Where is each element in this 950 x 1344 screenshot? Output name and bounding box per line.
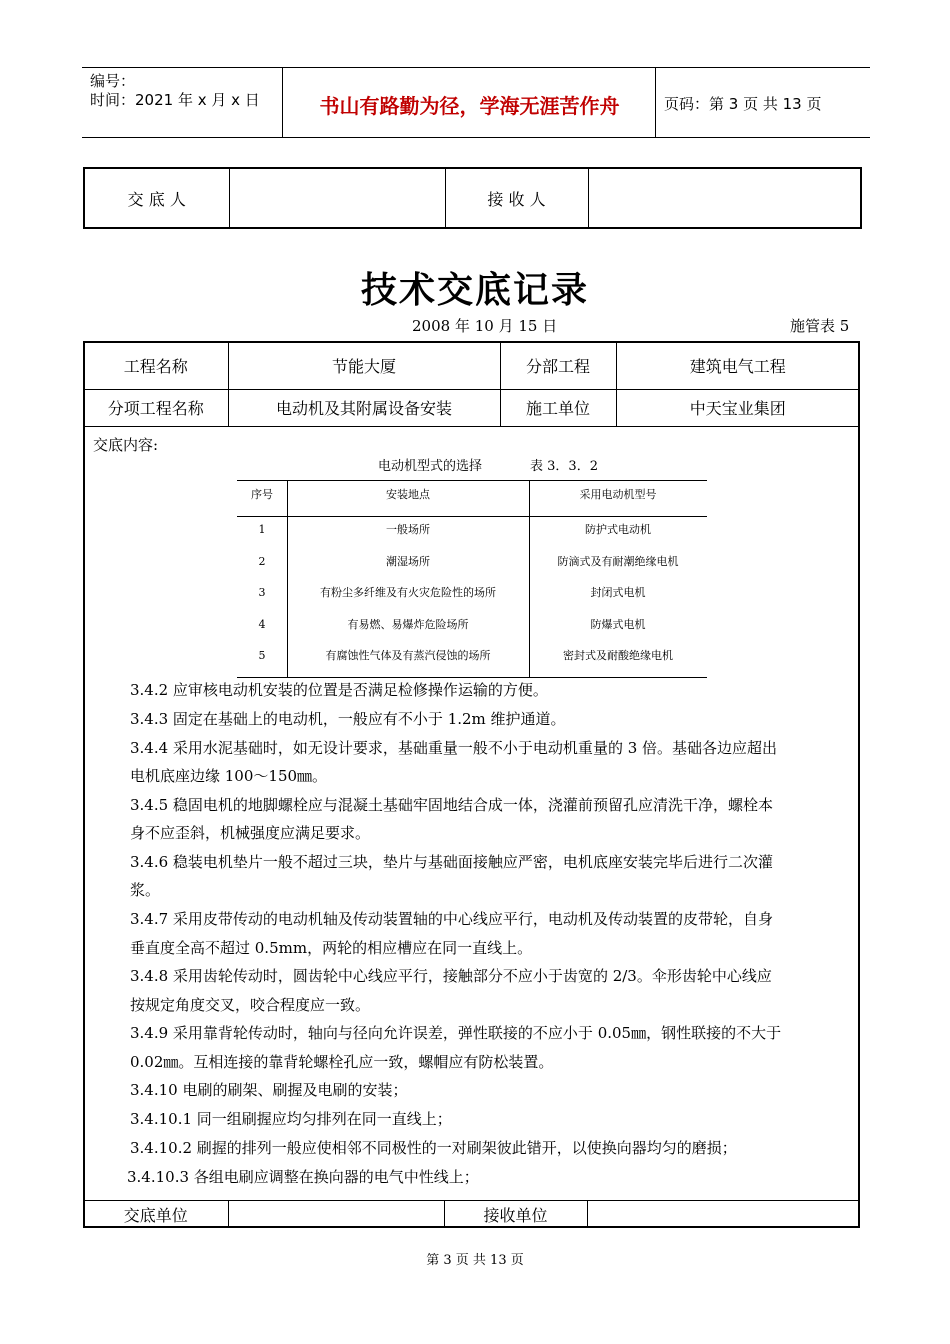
project-name-label: 工程名称	[84, 342, 228, 389]
giver-label: 交 底 人	[84, 168, 229, 228]
contractor-value: 中天宝业集团	[616, 389, 859, 426]
table-cell: 3	[258, 586, 266, 599]
paragraph: 3.4.10.1 同一组刷握应均匀排列在同一直线上；	[130, 1110, 452, 1128]
division-label: 分部工程	[500, 342, 616, 389]
paragraph: 3.4.2 应审核电动机安装的位置是否满足检修操作运输的方便。	[130, 681, 548, 699]
paragraph: 3.4.6 稳装电机垫片一般不超过三块，垫片与基础面接触应严密，电机底座安装完毕后进行二次灌	[130, 853, 773, 871]
table-cell: 1	[258, 523, 266, 536]
subitem-value: 电动机及其附属设备安装	[228, 389, 500, 426]
page-title: 技术交底记录	[360, 270, 589, 311]
header-page-number: 页码：第 3 页 共 13 页	[664, 95, 822, 113]
table-cell: 2	[258, 555, 266, 568]
header-motto: 书山有路勤为径，学海无涯苦作舟	[319, 94, 620, 118]
receiver-unit-field[interactable]	[587, 1201, 859, 1228]
table-cell: 5	[258, 649, 266, 662]
paragraph: 3.4.5 稳固电机的地脚螺栓应与混凝土基础牢固地结合成一体，浇灌前预留孔应清洗干净，螺栓本	[130, 796, 773, 814]
paragraph-continuation: 按规定角度交叉，咬合程度应一致。	[130, 996, 371, 1014]
table-cell: 密封式及耐酸绝缘电机	[563, 649, 673, 662]
signature-table-bottom	[84, 1200, 859, 1227]
table-cell: 潮湿场所	[386, 555, 430, 568]
paragraph: 3.4.9 采用靠背轮传动时，轴向与径向允许误差，弹性联接的不应小于 0.05㎜，钢性联接的不大于	[130, 1024, 782, 1042]
table-cell: 防护式电动机	[585, 523, 651, 536]
project-info-table	[84, 342, 859, 427]
table-cell: 防滴式及有耐潮绝缘电机	[557, 555, 679, 568]
paragraph: 3.4.3 固定在基础上的电动机，一般应有不小于 1.2m 维护通道。	[130, 710, 566, 728]
table-cell: 有粉尘多纤维及有火灾危险性的场所	[320, 586, 496, 599]
paragraph-continuation: 0.02㎜。互相连接的靠背轮螺栓孔应一致，螺帽应有防松装置。	[130, 1053, 554, 1071]
paragraph: 3.4.10.2 刷握的排列一般应使相邻不同极性的一对刷架彼此错开，以使换向器均匀的磨损；	[130, 1139, 737, 1157]
signature-table-top	[83, 167, 862, 229]
receiver-signature-field[interactable]	[588, 168, 861, 228]
table-caption	[378, 455, 598, 474]
subitem-label: 分项工程名称	[84, 389, 228, 426]
paragraph: 3.4.10.3 各组电刷应调整在换向器的电气中性线上；	[127, 1168, 479, 1186]
paragraph: 3.4.8 采用齿轮传动时，圆齿轮中心线应平行，接触部分不应小于齿宽的 2/3。伞形齿轮中心线应	[130, 967, 772, 985]
table-header-cell: 采用电动机型号	[579, 488, 657, 501]
table-header-cell: 序号	[251, 488, 273, 501]
doc-date: 2008 年 10 月 15 日	[412, 317, 558, 335]
contractor-label: 施工单位	[500, 389, 616, 426]
table-cell: 封闭式电机	[590, 586, 646, 599]
division-value: 建筑电气工程	[616, 342, 859, 389]
form-number: 施管表 5	[790, 317, 850, 335]
receiver-unit-label: 接收单位	[444, 1201, 587, 1228]
paragraph-continuation: 身不应歪斜，机械强度应满足要求。	[130, 824, 371, 842]
page-footer: 第 3 页 共 13 页	[426, 1253, 524, 1268]
table-rule	[237, 480, 707, 481]
table-cell: 防爆式电机	[590, 618, 646, 631]
receiver-label: 接 收 人	[445, 168, 588, 228]
paragraph-continuation: 垂直度全高不超过 0.5mm，两轮的相应槽应在同一直线上。	[130, 939, 533, 957]
header-meta	[90, 72, 260, 110]
giver-unit-label: 交底单位	[84, 1201, 228, 1228]
project-name-value: 节能大厦	[228, 342, 500, 389]
motor-type-table	[237, 480, 707, 678]
table-rule	[237, 516, 707, 517]
table-cell: 有腐蚀性气体及有蒸汽侵蚀的场所	[325, 649, 491, 662]
table-cell: 有易燃、易爆炸危险场所	[347, 618, 469, 631]
table-caption-title: 电动机型式的选择	[378, 459, 483, 474]
page-header	[82, 67, 870, 138]
paragraph-continuation: 浆。	[130, 881, 161, 899]
content-label: 交底内容:	[93, 436, 159, 454]
table-caption-number: 表 3．3．2	[530, 459, 598, 474]
table-cell: 4	[258, 618, 266, 631]
paragraph: 3.4.4 采用水泥基础时，如无设计要求，基础重量一般不小于电动机重量的 3 倍。基础各边应超出	[130, 739, 778, 757]
table-cell: 一般场所	[386, 523, 430, 536]
paragraph-continuation: 电机底座边缘 100～150㎜。	[130, 767, 328, 785]
paragraph: 3.4.7 采用皮带传动的电动机轴及传动装置轴的中心线应平行，电动机及传动装置的皮带轮，自身	[130, 910, 773, 928]
doc-number-label: 编号：	[90, 72, 136, 90]
giver-unit-field[interactable]	[228, 1201, 444, 1228]
table-header-cell: 安装地点	[386, 488, 430, 501]
giver-signature-field[interactable]	[229, 168, 445, 228]
doc-time-label: 时间：2021 年 x 月 x 日	[90, 91, 260, 109]
paragraph: 3.4.10 电刷的刷架、刷握及电刷的安装；	[130, 1081, 408, 1099]
